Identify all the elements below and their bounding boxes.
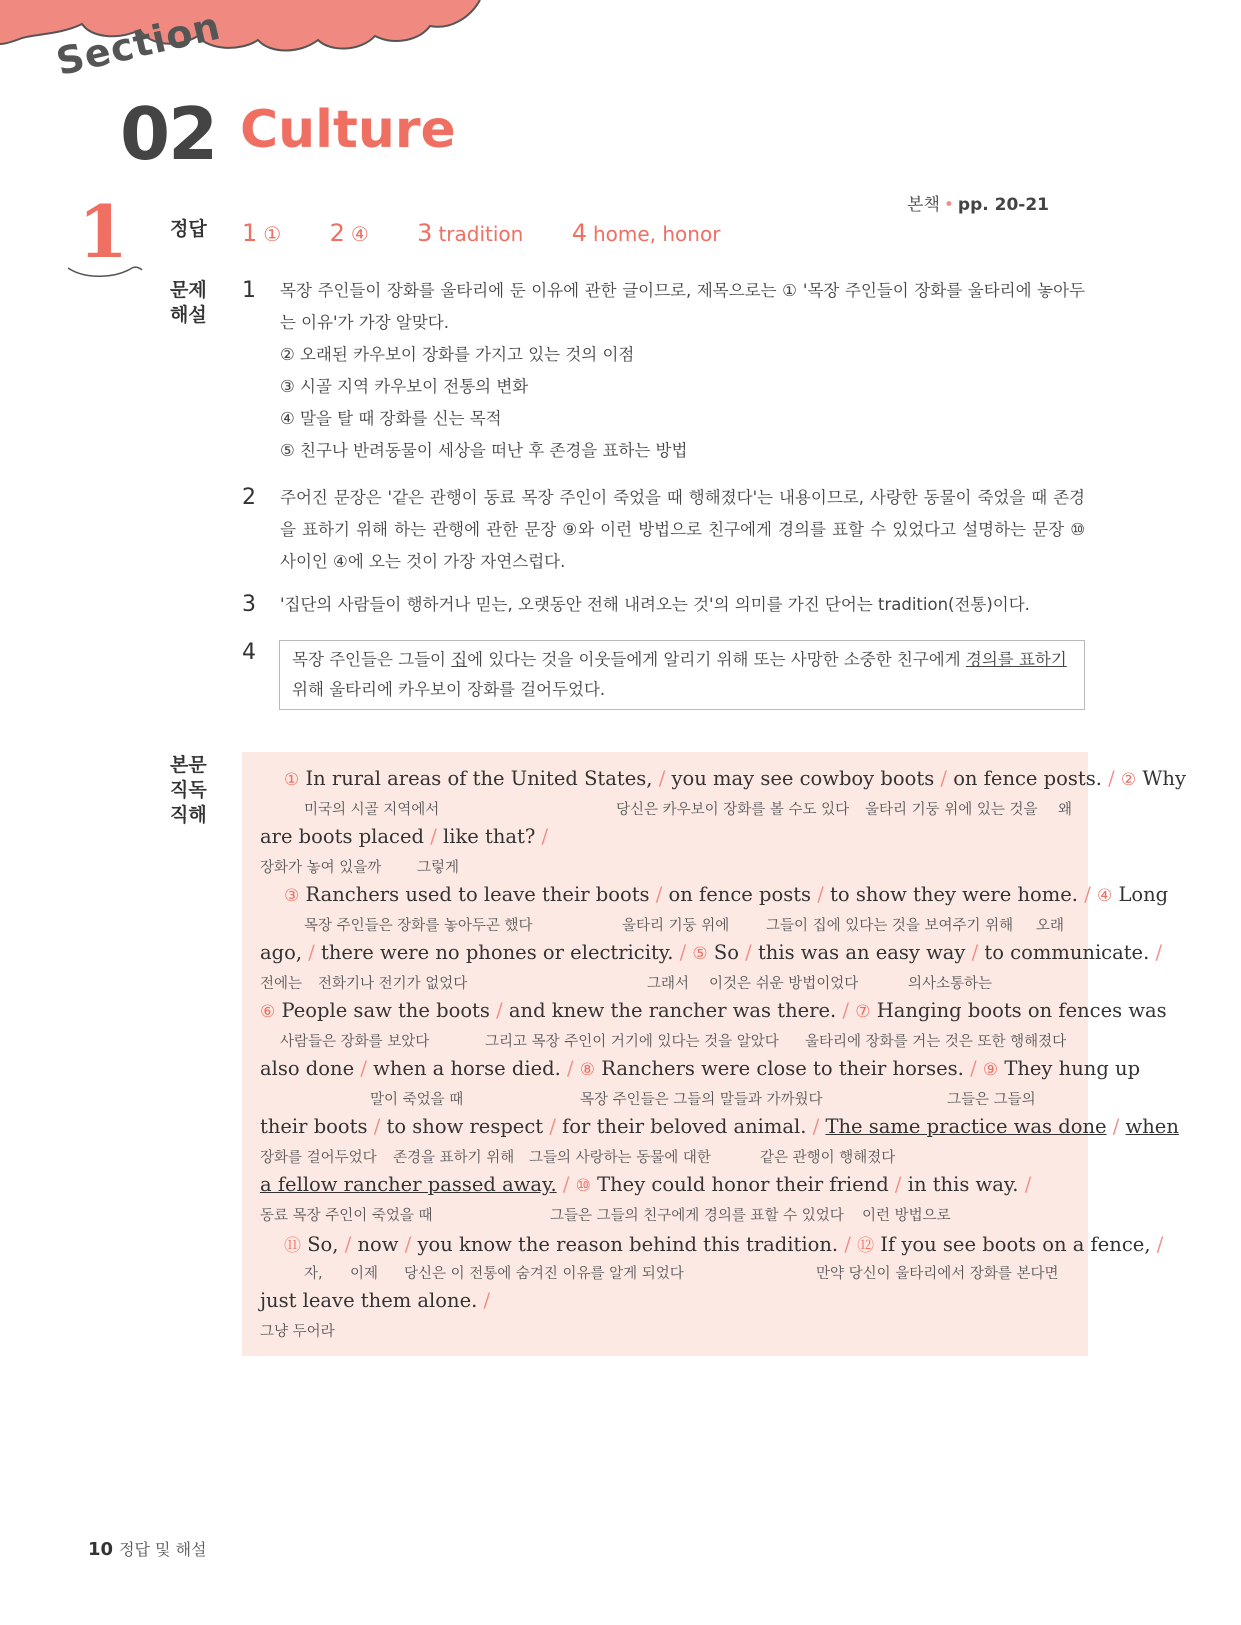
answer-label: 정답 bbox=[170, 218, 207, 240]
question-number: 2 bbox=[242, 485, 256, 510]
reading-line: ③ Ranchers used to leave their boots / on fence posts / to show they were home. / ④ Long bbox=[284, 883, 1169, 906]
page-reference: 본책 • pp. 20-21 bbox=[907, 195, 1049, 215]
translation-chunk: 만약 당신이 울타리에서 장화를 본다면 bbox=[816, 1266, 1059, 1282]
question-number: 3 bbox=[242, 592, 256, 617]
translation-chunk: 장화가 놓여 있을까 bbox=[260, 860, 382, 876]
translation-chunk: 목장 주인들은 그들의 말들과 가까웠다 bbox=[580, 1092, 823, 1108]
translation-chunk: 그들의 사랑하는 동물에 대한 bbox=[529, 1150, 711, 1166]
explanation-q2: 주어진 문장은 '같은 관행이 동료 목장 주인이 죽었을 때 행해졌다'는 내용이므로, 사랑한 동물이 죽었을 때 존경을 표하기 위해 하는 관행에 관한 문장 ⑨와 이런 방법으로 친구에게 경의를 표할 수 있었다고 설명하는 문장 ⑩ 사이인 ④에 오는 것이 가장 자연스럽다. bbox=[280, 488, 1085, 571]
answer-box-q4: 목장 주인들은 그들이 집에 있다는 것을 이웃들에게 알리기 위해 또는 사망한 소중한 친구에게 경의를 표하기 위해 울타리에 카우보이 장화를 걸어두었다. bbox=[279, 640, 1085, 710]
answer-list bbox=[242, 219, 762, 247]
translation-chunk: 울타리 기둥 위에 있는 것을 bbox=[865, 802, 1038, 818]
page-number: 10 bbox=[88, 1539, 114, 1560]
translation-chunk: 울타리 기둥 위에 bbox=[622, 918, 730, 934]
translation-chunk: 전화기나 전기가 없었다 bbox=[318, 976, 468, 992]
reading-line: ⑪ So, / now / you know the reason behind this tradition. / ⑫ If you see boots on a fence, / bbox=[284, 1233, 1164, 1256]
reading-line: ① In rural areas of the United States, / you may see cowboy boots / on fence posts. / ② Why bbox=[284, 767, 1186, 790]
translation-chunk: 그냥 두어라 bbox=[260, 1324, 335, 1340]
problem-number-underline-decoration bbox=[66, 260, 144, 278]
translation-chunk: 의사소통하는 bbox=[908, 976, 993, 992]
option-item: ④ 말을 탈 때 장화를 신는 목적 bbox=[280, 409, 502, 428]
translation-chunk: 같은 관행이 행해졌다 bbox=[760, 1150, 896, 1166]
translation-chunk: 당신은 카우보이 장화를 볼 수도 있다 bbox=[616, 802, 850, 818]
translation-chunk: 동료 목장 주인이 죽었을 때 bbox=[260, 1208, 433, 1224]
translation-chunk: 장화를 걸어두었다 bbox=[260, 1150, 377, 1166]
answer-item: 3 tradition bbox=[417, 219, 524, 247]
translation-chunk: 이런 방법으로 bbox=[862, 1208, 951, 1224]
translation-chunk: 울타리에 장화를 거는 것은 또한 행해졌다 bbox=[805, 1034, 1067, 1050]
question-number: 1 bbox=[242, 278, 256, 303]
option-item: ⑤ 친구나 반려동물이 세상을 떠난 후 존경을 표하는 방법 bbox=[280, 441, 688, 460]
translation-chunk: 전에는 bbox=[260, 976, 303, 992]
translation-chunk: 말이 죽었을 때 bbox=[370, 1092, 464, 1108]
reading-line: are boots placed / like that? / bbox=[260, 825, 549, 848]
answer-item: 1 ① bbox=[242, 219, 282, 247]
translation-chunk: 그들이 집에 있다는 것을 보여주기 위해 bbox=[766, 918, 1014, 934]
answer-item: 2 ④ bbox=[329, 219, 369, 247]
translation-chunk: 그들은 그들의 bbox=[947, 1092, 1036, 1108]
translation-chunk: 미국의 시골 지역에서 bbox=[304, 802, 440, 818]
translation-chunk: 당신은 이 전통에 숨겨진 이유를 알게 되었다 bbox=[404, 1266, 684, 1282]
translation-chunk: 이것은 쉬운 방법이었다 bbox=[709, 976, 859, 992]
option-item: ③ 시골 지역 카우보이 전통의 변화 bbox=[280, 377, 529, 396]
section-title: Culture bbox=[240, 100, 456, 160]
explanation-label: 문제 해설 bbox=[170, 279, 207, 326]
explanation-q3: '집단의 사람들이 행하거나 믿는, 오랫동안 전해 내려오는 것'의 의미를 가진 단어는 tradition(전통)이다. bbox=[280, 595, 1030, 614]
translation-chunk: 사람들은 장화를 보았다 bbox=[280, 1034, 430, 1050]
translation-chunk: 오래 bbox=[1036, 918, 1065, 934]
section-label: Section bbox=[52, 3, 225, 85]
reading-translation-box bbox=[242, 752, 1186, 1356]
translation-chunk: 자, bbox=[304, 1266, 323, 1282]
reading-line: also done / when a horse died. / ⑧ Ranchers were close to their horses. / ⑨ They hung up bbox=[260, 1057, 1141, 1080]
question-number: 4 bbox=[242, 640, 256, 665]
translation-chunk: 이제 bbox=[350, 1266, 379, 1282]
translation-chunk: 존경을 표하기 위해 bbox=[393, 1150, 515, 1166]
translation-chunk: 그리고 목장 주인이 거기에 있다는 것을 알았다 bbox=[485, 1034, 779, 1050]
translation-chunk: 목장 주인들은 장화를 놓아두곤 했다 bbox=[304, 918, 533, 934]
option-item: ② 오래된 카우보이 장화를 가지고 있는 것의 이점 bbox=[280, 345, 635, 364]
reading-line: ago, / there were no phones or electricity. / ⑤ So / this was an easy way / to communicate. / bbox=[260, 941, 1163, 964]
page-footer: 10 정답 및 해설 bbox=[88, 1539, 207, 1560]
reading-line: just leave them alone. / bbox=[260, 1289, 491, 1312]
problem-number: 1 bbox=[78, 189, 129, 274]
reading-line: ⑥ People saw the boots / and knew the rancher was there. / ⑦ Hanging boots on fences was bbox=[260, 999, 1167, 1022]
answer-item: 4 home, honor bbox=[571, 219, 721, 247]
reading-line: a fellow rancher passed away. / ⑩ They could honor their friend / in this way. / bbox=[260, 1173, 1032, 1196]
explanation-q1: 목장 주인들이 장화를 울타리에 둔 이유에 관한 글이므로, 제목으로는 ① '목장 주인들이 장화를 울타리에 놓아두는 이유'가 가장 알맞다. ② 오래된 카우보이 장화를 가지고 있는 것의 이점 ③ 시골 지역 카우보이 전통의 변화 ④ 말을 탈 때 장화를 신는 목적 ⑤ 친구나 반려동물이 세상을 떠난 후 존경을 표하는 방법 bbox=[280, 275, 1085, 467]
translation-chunk: 그렇게 bbox=[417, 860, 460, 876]
translation-chunk: 그래서 bbox=[647, 976, 690, 992]
reading-line: their boots / to show respect / for their beloved animal. / The same practice was done / when bbox=[260, 1115, 1179, 1138]
reading-label: 본문 직독 직해 bbox=[170, 754, 207, 826]
translation-chunk: 왜 bbox=[1058, 802, 1073, 818]
section-number: 02 bbox=[120, 92, 217, 176]
translation-chunk: 그들은 그들의 친구에게 경의를 표할 수 있었다 bbox=[550, 1208, 844, 1224]
